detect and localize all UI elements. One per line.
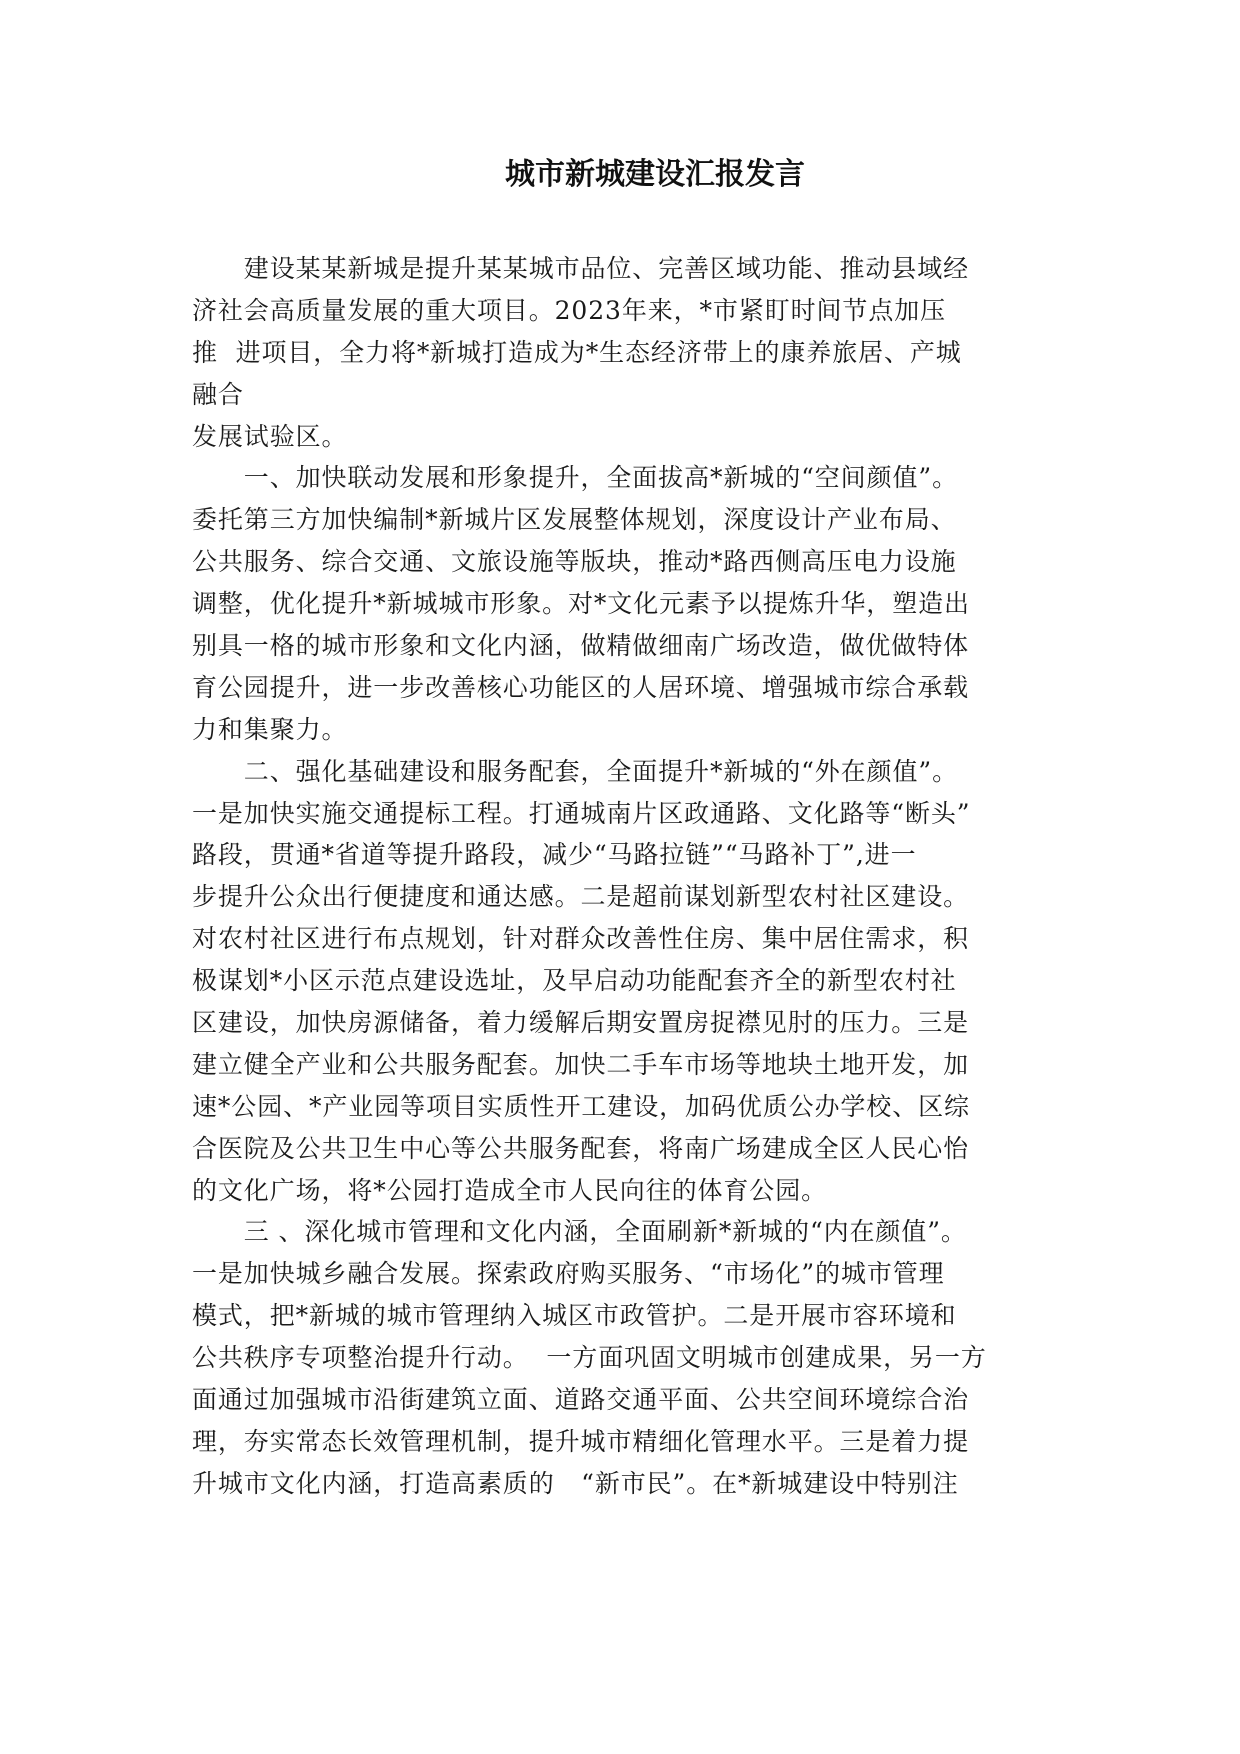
body-line: 一是加快城乡融合发展。探索政府购买服务、“市场化”的城市管理 xyxy=(192,1259,945,1289)
body-line: 模式，把*新城的城市管理纳入城区市政管护。二是开展市容环境和 xyxy=(192,1301,957,1331)
body-line: 公共秩序专项整治提升行动。 一方面巩固文明城市创建成果，另一方 xyxy=(192,1343,987,1373)
body-line: 一、加快联动发展和形象提升，全面拔高*新城的“空间颜值”。 xyxy=(192,463,958,493)
body-line: 公共服务、综合交通、文旅设施等版块，推动*路西侧高压电力设施 xyxy=(192,547,957,577)
body-line: 三 、深化城市管理和文化内涵，全面刷新*新城的“内在颜值”。 xyxy=(192,1217,967,1247)
body-line: 路段，贯通*省道等提升路段，减少“马路拉链”“马路补丁”,进一 xyxy=(192,840,917,870)
body-line: 建设某某新城是提升某某城市品位、完善区域功能、推动县域经 xyxy=(192,254,970,283)
body-line: 二、强化基础建设和服务配套，全面提升*新城的“外在颜值”。 xyxy=(192,756,958,786)
body-line: 步提升公众出行便捷度和通达感。二是超前谋划新型农村社区建设。 xyxy=(192,882,970,912)
body-line: 推 进项目，全力将*新城打造成为*生态经济带上的康养旅居、产城 xyxy=(192,337,962,367)
body-line: 一是加快实施交通提标工程。打通城南片区政通路、文化路等“断头” xyxy=(192,798,971,828)
body-line: 育公园提升，进一步改善核心功能区的人居环境、增强城市综合承载 xyxy=(192,672,970,702)
body-line: 发展试验区。 xyxy=(192,421,348,451)
body-line: 调整，优化提升*新城城市形象。对*文化元素予以提炼升华，塑造出 xyxy=(192,589,970,619)
body-line: 理，夯实常态长效管理机制，提升城市精细化管理水平。三是着力提 xyxy=(192,1426,970,1456)
body-line: 力和集聚力。 xyxy=(192,714,348,744)
document-title: 城市新城建设汇报发言 xyxy=(505,157,805,192)
body-line: 的文化广场，将*公园打造成全市人民向往的体育公园。 xyxy=(192,1175,828,1205)
body-line: 对农村社区进行布点规划，针对群众改善性住房、集中居住需求，积 xyxy=(192,924,970,954)
body-line: 区建设，加快房源储备，着力缓解后期安置房捉襟见肘的压力。三是 xyxy=(192,1008,970,1038)
body-line: 面通过加强城市沿街建筑立面、道路交通平面、公共空间环境综合治 xyxy=(192,1385,970,1415)
body-line: 委托第三方加快编制*新城片区发展整体规划，深度设计产业布局、 xyxy=(192,505,957,535)
body-line: 济社会高质量发展的重大项目。2023年来，*市紧盯时间节点加压 xyxy=(192,295,947,325)
body-line: 建立健全产业和公共服务配套。加快二手车市场等地块土地开发，加 xyxy=(192,1049,970,1079)
body-line: 速*公园、*产业园等项目实质性开工建设，加码优质公办学校、区综 xyxy=(192,1091,970,1121)
body-line: 融合 xyxy=(192,379,244,409)
body-line: 极谋划*小区示范点建设选址，及早启动功能配套齐全的新型农村社 xyxy=(192,966,957,996)
document-body xyxy=(192,248,1056,1505)
body-line: 别具一格的城市形象和文化内涵，做精做细南广场改造，做优做特体 xyxy=(192,631,970,661)
body-line: 合医院及公共卫生中心等公共服务配套，将南广场建成全区人民心怡 xyxy=(192,1133,970,1163)
body-line: 升城市文化内涵，打造高素质的 “新市民”。在*新城建设中特别注 xyxy=(192,1468,959,1498)
